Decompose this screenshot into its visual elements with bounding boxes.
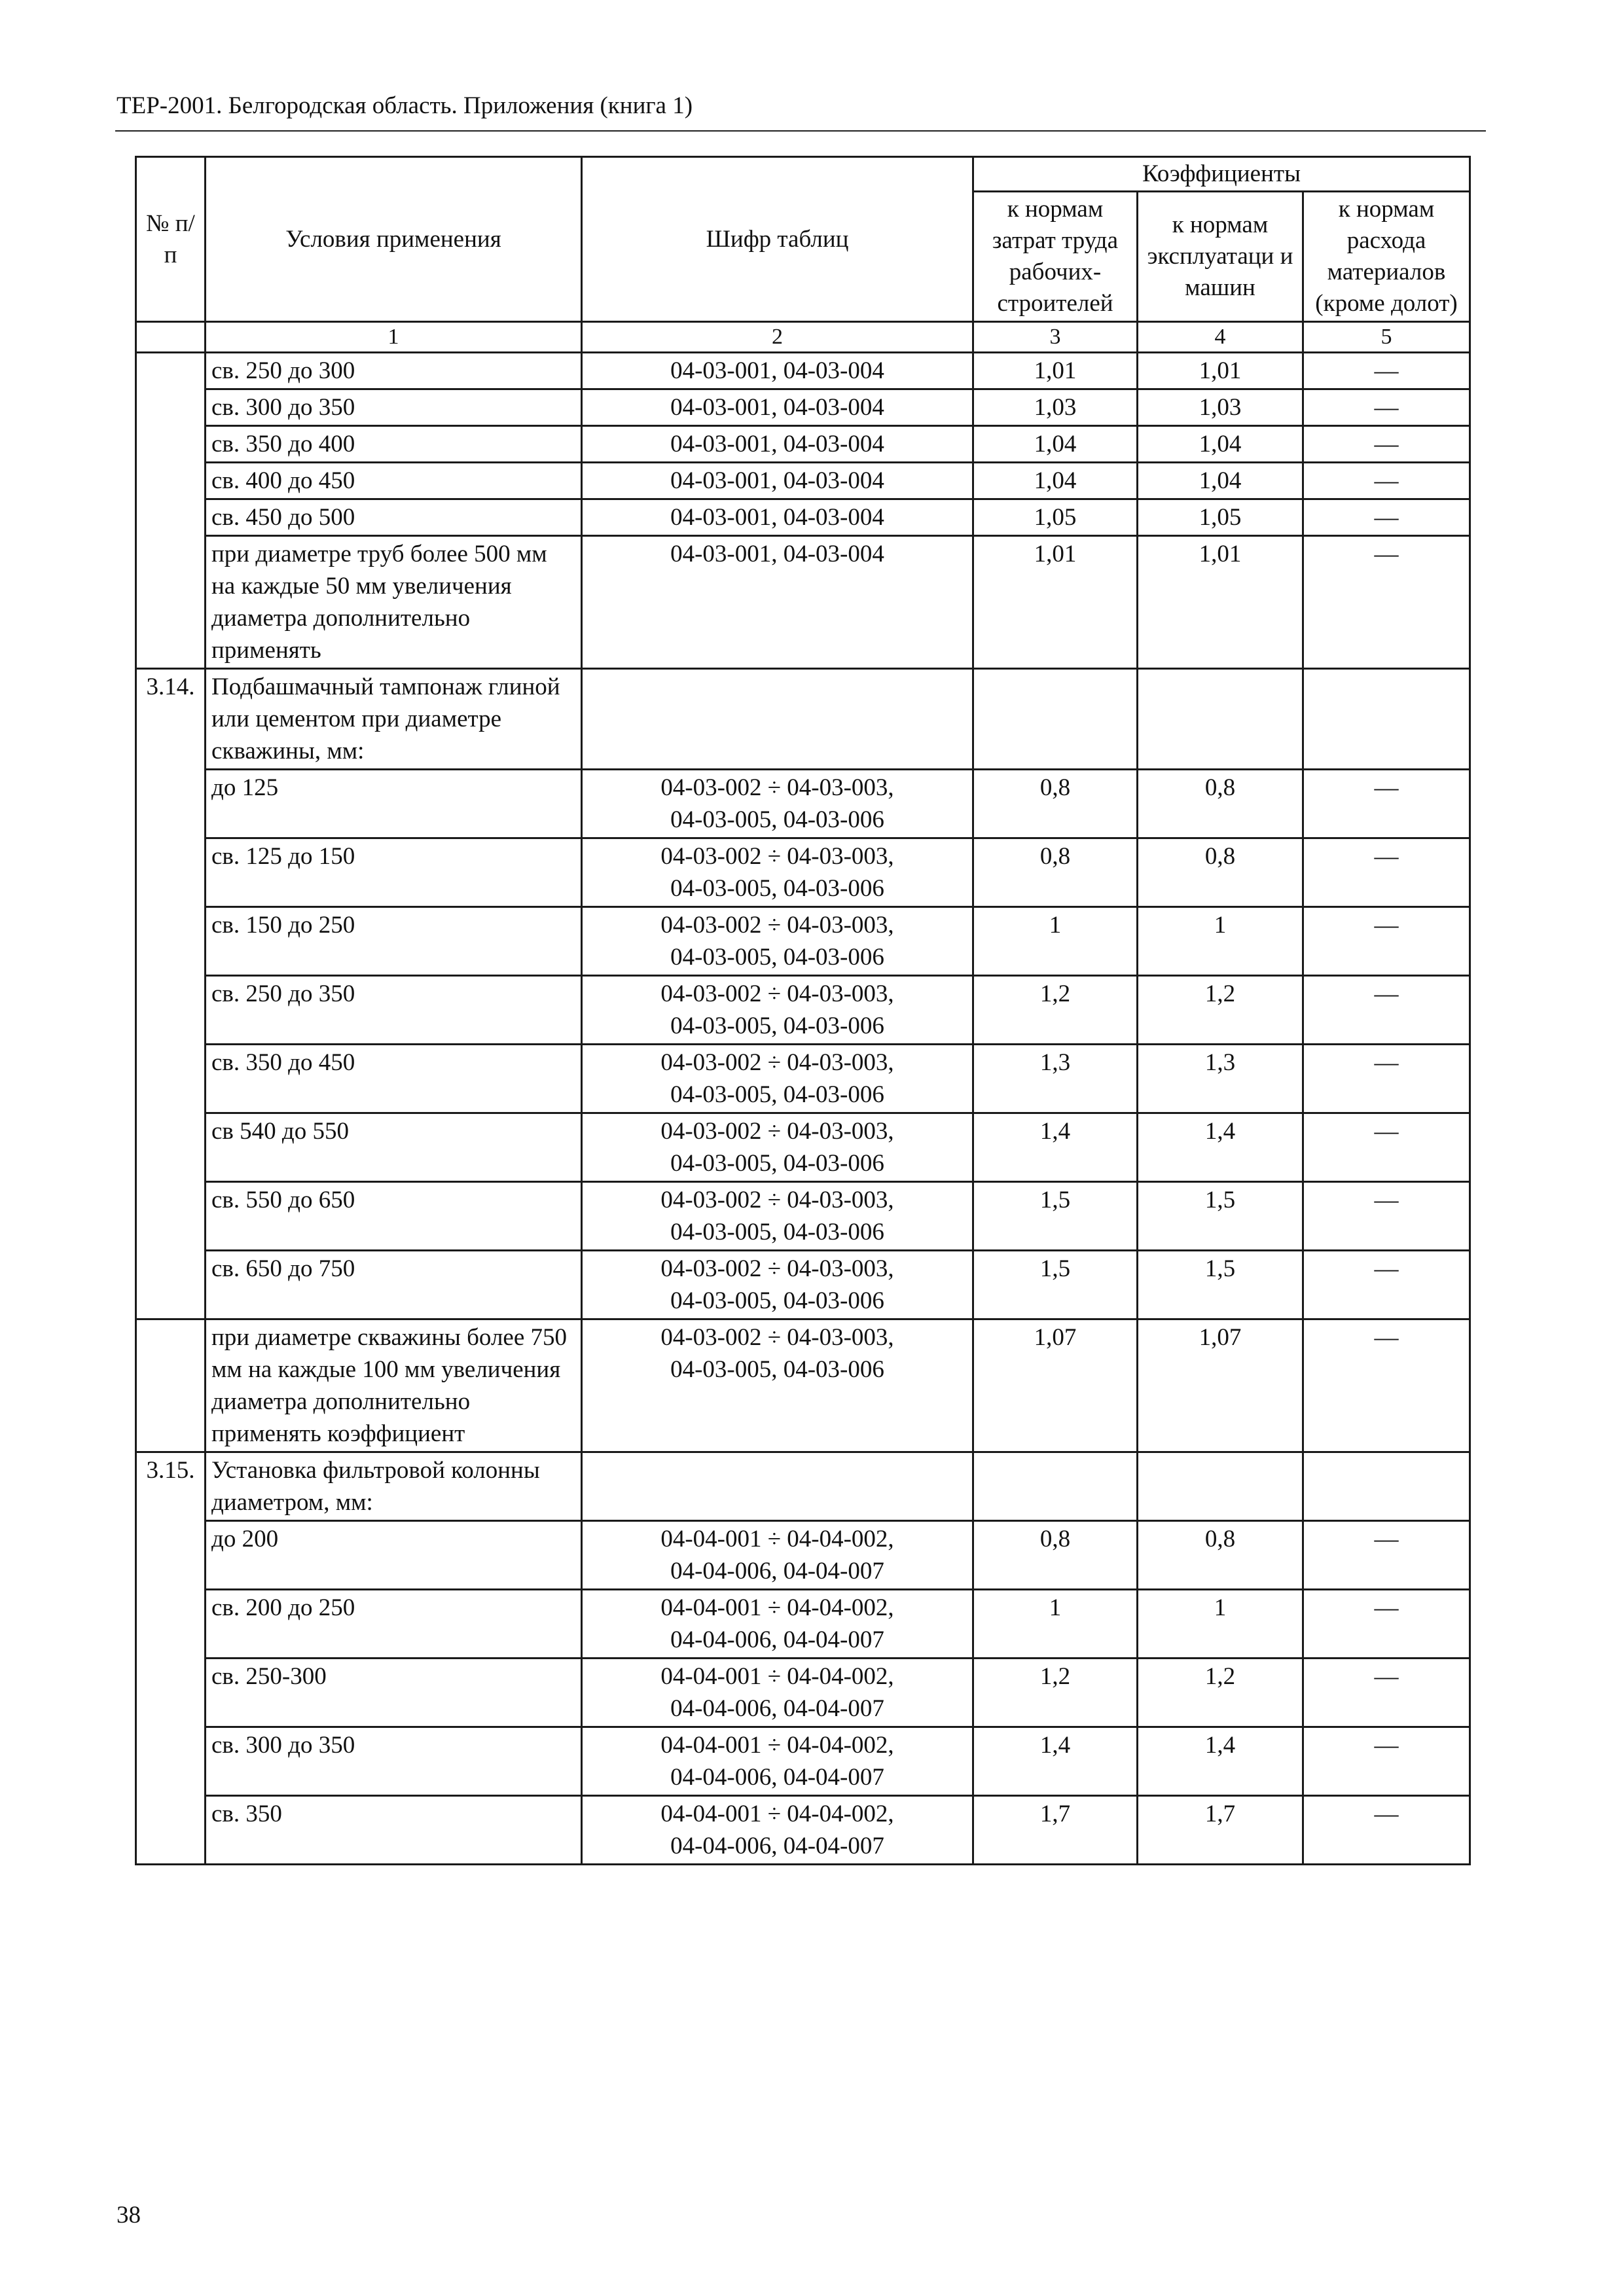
condition-cell: св. 550 до 650 — [206, 1182, 582, 1251]
code-line: 04-04-006, 04-04-007 — [670, 1626, 884, 1653]
materials-value: — — [1303, 1590, 1470, 1659]
materials-value: — — [1303, 838, 1470, 907]
table-row — [136, 353, 1470, 389]
machines-value: 1,01 — [1138, 353, 1303, 389]
table-row — [136, 770, 1470, 838]
header-number: № п/п — [136, 157, 206, 322]
code-line: 04-04-001 ÷ 04-04-002, — [660, 1526, 894, 1552]
materials-value: — — [1303, 389, 1470, 426]
labor-value: 1,03 — [973, 389, 1138, 426]
machines-value: 1,4 — [1138, 1727, 1303, 1796]
code-line: 04-03-005, 04-03-006 — [670, 1013, 884, 1039]
code-cell: 04-03-001, 04-03-004 — [582, 499, 973, 536]
column-number: 1 — [206, 322, 582, 353]
section-number: 3.15. — [136, 1452, 206, 1865]
machines-value: 1 — [1138, 907, 1303, 976]
labor-value: 1,05 — [973, 499, 1138, 536]
materials-value: — — [1303, 426, 1470, 463]
condition-cell: св. 250 до 300 — [206, 353, 582, 389]
code-cell — [582, 838, 973, 907]
code-cell — [582, 1796, 973, 1865]
labor-value: 1 — [973, 907, 1138, 976]
labor-value: 1,01 — [973, 353, 1138, 389]
table-row — [136, 1659, 1470, 1727]
materials-value: — — [1303, 1521, 1470, 1590]
header-conditions: Условия применения — [206, 157, 582, 322]
code-cell — [582, 1045, 973, 1113]
labor-value: 1,04 — [973, 463, 1138, 499]
materials-value: — — [1303, 1251, 1470, 1319]
table-row — [136, 1251, 1470, 1319]
section-title-row — [136, 1452, 1470, 1521]
code-line: 04-03-005, 04-03-006 — [670, 1219, 884, 1246]
code-cell — [582, 976, 973, 1045]
materials-value: — — [1303, 770, 1470, 838]
machines-value: 1,7 — [1138, 1796, 1303, 1865]
code-line: 04-04-006, 04-04-007 — [670, 1764, 884, 1791]
condition-cell: св. 200 до 250 — [206, 1590, 582, 1659]
section-title: Установка фильтровой колонны диаметром, мм: — [206, 1452, 582, 1521]
column-number: 2 — [582, 322, 973, 353]
header-materials: к нормам расхода материалов (кроме долот) — [1303, 192, 1470, 322]
materials-value: — — [1303, 1659, 1470, 1727]
materials-value: — — [1303, 1182, 1470, 1251]
condition-cell: св 540 до 550 — [206, 1113, 582, 1182]
materials-value: — — [1303, 907, 1470, 976]
condition-cell: св. 300 до 350 — [206, 389, 582, 426]
code-line: 04-03-002 ÷ 04-03-003, — [660, 980, 894, 1007]
code-cell: 04-03-001, 04-03-004 — [582, 353, 973, 389]
code-cell — [582, 1182, 973, 1251]
code-line: 04-04-001 ÷ 04-04-002, — [660, 1732, 894, 1759]
condition-cell: св. 125 до 150 — [206, 838, 582, 907]
table-row — [136, 426, 1470, 463]
labor-value: 1,4 — [973, 1727, 1138, 1796]
header-rule — [115, 130, 1486, 132]
code-line: 04-03-002 ÷ 04-03-003, — [660, 1187, 894, 1213]
machines-value: 1,4 — [1138, 1113, 1303, 1182]
machines-value: 1,3 — [1138, 1045, 1303, 1113]
machines-value: 1,01 — [1138, 536, 1303, 669]
code-line: 04-03-005, 04-03-006 — [670, 1287, 884, 1314]
machines-value: 1,5 — [1138, 1182, 1303, 1251]
materials-value: — — [1303, 1045, 1470, 1113]
condition-cell: св. 150 до 250 — [206, 907, 582, 976]
condition-cell: св. 300 до 350 — [206, 1727, 582, 1796]
materials-value: — — [1303, 463, 1470, 499]
table-row — [136, 1521, 1470, 1590]
condition-cell: св. 450 до 500 — [206, 499, 582, 536]
code-cell — [582, 1319, 973, 1452]
table-row — [136, 1319, 1470, 1452]
code-cell: 04-03-001, 04-03-004 — [582, 536, 973, 669]
code-line: 04-03-002 ÷ 04-03-003, — [660, 1324, 894, 1351]
labor-value: 1,04 — [973, 426, 1138, 463]
table-row — [136, 1796, 1470, 1865]
coefficients-table — [135, 156, 1471, 1865]
code-cell — [582, 907, 973, 976]
code-line: 04-04-006, 04-04-007 — [670, 1695, 884, 1722]
materials-value: — — [1303, 976, 1470, 1045]
header-machines: к нормам эксплуатаци и машин — [1138, 192, 1303, 322]
condition-cell: при диаметре труб более 500 мм на каждые 50 мм увеличения диаметра дополнительно применять — [206, 536, 582, 669]
machines-value: 0,8 — [1138, 1521, 1303, 1590]
column-number — [136, 322, 206, 353]
code-cell — [582, 1727, 973, 1796]
labor-value: 1,3 — [973, 1045, 1138, 1113]
page-number: 38 — [117, 2202, 141, 2229]
labor-value: 1,2 — [973, 1659, 1138, 1727]
condition-cell: до 125 — [206, 770, 582, 838]
table-row — [136, 1182, 1470, 1251]
code-line: 04-04-001 ÷ 04-04-002, — [660, 1594, 894, 1621]
machines-value: 1,5 — [1138, 1251, 1303, 1319]
machines-value: 0,8 — [1138, 838, 1303, 907]
table-row — [136, 499, 1470, 536]
labor-value: 0,8 — [973, 1521, 1138, 1590]
materials-value: — — [1303, 536, 1470, 669]
condition-cell: св. 400 до 450 — [206, 463, 582, 499]
table-row — [136, 463, 1470, 499]
machines-value: 1,04 — [1138, 463, 1303, 499]
labor-value: 0,8 — [973, 770, 1138, 838]
column-number: 5 — [1303, 322, 1470, 353]
materials-value: — — [1303, 1727, 1470, 1796]
labor-value: 1,7 — [973, 1796, 1138, 1865]
header-labor: к нормам затрат труда рабочих-строителей — [973, 192, 1138, 322]
materials-value: — — [1303, 1113, 1470, 1182]
section-title: Подбашмачный тампонаж глиной или цементом при диаметре скважины, мм: — [206, 669, 582, 770]
condition-cell: св. 250-300 — [206, 1659, 582, 1727]
labor-value: 1,5 — [973, 1251, 1138, 1319]
table-row — [136, 389, 1470, 426]
labor-value: 1,5 — [973, 1182, 1138, 1251]
condition-cell: св. 350 — [206, 1796, 582, 1865]
machines-value: 0,8 — [1138, 770, 1303, 838]
code-cell — [582, 1251, 973, 1319]
code-line: 04-03-002 ÷ 04-03-003, — [660, 774, 894, 801]
materials-value: — — [1303, 353, 1470, 389]
materials-value: — — [1303, 1796, 1470, 1865]
machines-value: 1,04 — [1138, 426, 1303, 463]
code-cell: 04-03-001, 04-03-004 — [582, 389, 973, 426]
labor-value: 1,01 — [973, 536, 1138, 669]
code-line: 04-04-006, 04-04-007 — [670, 1558, 884, 1585]
table-row — [136, 1045, 1470, 1113]
code-line: 04-03-002 ÷ 04-03-003, — [660, 1118, 894, 1145]
code-line: 04-04-001 ÷ 04-04-002, — [660, 1801, 894, 1827]
row-number-empty — [136, 1319, 206, 1452]
code-cell: 04-03-001, 04-03-004 — [582, 463, 973, 499]
column-number: 3 — [973, 322, 1138, 353]
code-line: 04-03-005, 04-03-006 — [670, 1081, 884, 1108]
code-line: 04-03-005, 04-03-006 — [670, 806, 884, 833]
condition-cell: св. 250 до 350 — [206, 976, 582, 1045]
table-row — [136, 976, 1470, 1045]
code-cell — [582, 1521, 973, 1590]
labor-value: 1 — [973, 1590, 1138, 1659]
table-row — [136, 838, 1470, 907]
labor-value: 0,8 — [973, 838, 1138, 907]
labor-value: 1,07 — [973, 1319, 1138, 1452]
row-number-empty — [136, 353, 206, 669]
condition-cell: до 200 — [206, 1521, 582, 1590]
code-cell — [582, 1590, 973, 1659]
materials-value: — — [1303, 499, 1470, 536]
header-coefficients: Коэффициенты — [973, 157, 1470, 192]
table-row — [136, 1113, 1470, 1182]
machines-value: 1,05 — [1138, 499, 1303, 536]
code-cell: 04-03-001, 04-03-004 — [582, 426, 973, 463]
materials-value: — — [1303, 1319, 1470, 1452]
table-row — [136, 907, 1470, 976]
running-title: ТЕР-2001. Белгородская область. Приложения (книга 1) — [117, 92, 693, 119]
machines-value: 1,2 — [1138, 1659, 1303, 1727]
code-line: 04-03-002 ÷ 04-03-003, — [660, 912, 894, 939]
code-cell — [582, 770, 973, 838]
code-line: 04-04-006, 04-04-007 — [670, 1833, 884, 1859]
machines-value: 1,03 — [1138, 389, 1303, 426]
column-numbers-row — [136, 322, 1470, 353]
code-cell — [582, 1659, 973, 1727]
section-number: 3.14. — [136, 669, 206, 1319]
table-row — [136, 1590, 1470, 1659]
code-line: 04-03-005, 04-03-006 — [670, 1150, 884, 1177]
code-line: 04-03-002 ÷ 04-03-003, — [660, 1255, 894, 1282]
condition-cell: при диаметре скважины более 750 мм на каждые 100 мм увеличения диаметра дополнительно применять коэффициент — [206, 1319, 582, 1452]
code-line: 04-03-005, 04-03-006 — [670, 875, 884, 902]
header-code: Шифр таблиц — [582, 157, 973, 322]
code-line: 04-03-002 ÷ 04-03-003, — [660, 843, 894, 870]
section-title-row — [136, 669, 1470, 770]
code-cell — [582, 1113, 973, 1182]
condition-cell: св. 650 до 750 — [206, 1251, 582, 1319]
code-line: 04-03-005, 04-03-006 — [670, 1356, 884, 1383]
code-line: 04-04-001 ÷ 04-04-002, — [660, 1663, 894, 1690]
condition-cell: св. 350 до 400 — [206, 426, 582, 463]
machines-value: 1,2 — [1138, 976, 1303, 1045]
table-row — [136, 1727, 1470, 1796]
code-line: 04-03-002 ÷ 04-03-003, — [660, 1049, 894, 1076]
table-row — [136, 536, 1470, 669]
machines-value: 1,07 — [1138, 1319, 1303, 1452]
condition-cell: св. 350 до 450 — [206, 1045, 582, 1113]
machines-value: 1 — [1138, 1590, 1303, 1659]
labor-value: 1,2 — [973, 976, 1138, 1045]
labor-value: 1,4 — [973, 1113, 1138, 1182]
column-number: 4 — [1138, 322, 1303, 353]
code-line: 04-03-005, 04-03-006 — [670, 944, 884, 971]
